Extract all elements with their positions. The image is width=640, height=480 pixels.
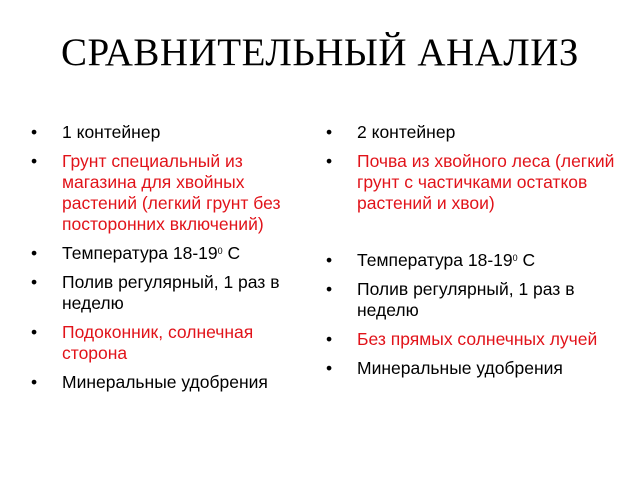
list-item-fertilizer bbox=[326, 358, 616, 379]
light-text: Без прямых солнечных лучей bbox=[357, 329, 598, 349]
watering-text: Полив регулярный, 1 раз в неделю bbox=[357, 279, 575, 320]
degree-mark: 0 bbox=[512, 253, 518, 263]
slide-title: СРАВНИТЕЛЬНЫЙ АНАЛИЗ bbox=[61, 31, 579, 74]
left-column-list bbox=[31, 122, 307, 401]
list-item-temperature bbox=[31, 243, 307, 264]
bullet-icon: • bbox=[31, 322, 38, 342]
bullet-icon: • bbox=[31, 372, 38, 392]
watering-text: Полив регулярный, 1 раз в неделю bbox=[62, 272, 280, 313]
temperature-text: Температура 18-19 bbox=[62, 243, 218, 263]
container-label: 2 контейнер bbox=[357, 122, 456, 142]
bullet-icon: • bbox=[326, 329, 333, 349]
list-item-fertilizer bbox=[31, 372, 307, 393]
bullet-icon: • bbox=[326, 151, 333, 171]
bullet-icon: • bbox=[326, 250, 333, 270]
bullet-icon: • bbox=[326, 122, 333, 142]
temperature-text: Температура 18-19 bbox=[357, 250, 513, 270]
light-text: Подоконник, солнечная сторона bbox=[62, 322, 254, 363]
fertilizer-text: Минеральные удобрения bbox=[62, 372, 268, 392]
bullet-icon: • bbox=[31, 122, 38, 142]
list-item-temperature bbox=[326, 250, 616, 271]
list-item-light bbox=[31, 322, 307, 364]
container-label: 1 контейнер bbox=[62, 122, 161, 142]
temperature-unit: С bbox=[222, 243, 241, 263]
right-column-list bbox=[326, 122, 616, 387]
list-item-watering bbox=[31, 272, 307, 314]
bullet-icon: • bbox=[31, 272, 38, 292]
soil-text: Грунт специальный из магазина для хвойных растений (легкий грунт без посторонних включений) bbox=[62, 151, 281, 234]
bullet-icon: • bbox=[31, 243, 38, 263]
degree-mark: 0 bbox=[217, 246, 223, 256]
fertilizer-text: Минеральные удобрения bbox=[357, 358, 563, 378]
soil-text: Почва из хвойного леса (легкий грунт с частичками остатков растений и хвои) bbox=[357, 151, 615, 213]
spacer bbox=[326, 222, 616, 250]
list-item-light bbox=[326, 329, 616, 350]
bullet-icon: • bbox=[326, 358, 333, 378]
list-item-container bbox=[31, 122, 307, 143]
list-item-watering bbox=[326, 279, 616, 321]
list-item-container bbox=[326, 122, 616, 143]
bullet-icon: • bbox=[31, 151, 38, 171]
list-item-soil bbox=[326, 151, 616, 214]
bullet-icon: • bbox=[326, 279, 333, 299]
list-item-soil bbox=[31, 151, 307, 235]
temperature-unit: С bbox=[517, 250, 536, 270]
